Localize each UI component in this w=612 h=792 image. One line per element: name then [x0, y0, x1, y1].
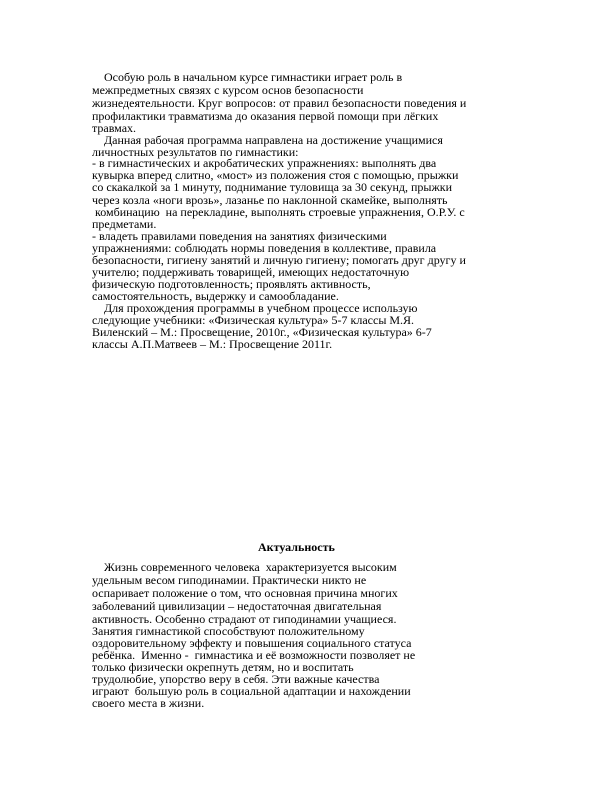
text-line: со скакалкой за 1 минуту, поднимание туловища за 30 секунд, прыжки	[92, 180, 453, 194]
text-line: комбинацию на перекладине, выполнять строевые упражнения, О.Р.У. с	[92, 205, 465, 219]
text-line: жизнедеятельности. Круг вопросов: от правил безопасности поведения и	[92, 96, 467, 110]
text-line: безопасности, гигиену занятий и личную гигиену; помогать друг другу и	[92, 253, 466, 267]
text-line: физическую подготовленность; проявлять активность,	[92, 277, 371, 291]
text-line: профилактики травматизма до оказания первой помощи при лёгких	[92, 109, 439, 123]
text-line: Для прохождения программы в учебном процессе использую	[92, 301, 418, 315]
text-line: удельным весом гиподинамии. Практически никто не	[92, 573, 367, 587]
text-line: через козла «ноги врозь», лазанье по наклонной скамейке, выполнять	[92, 193, 448, 207]
text-line: личностных результатов по гимнастики:	[92, 145, 299, 159]
text-line: учителю; поддерживать товарищей, имеющих недостаточную	[92, 265, 410, 279]
text-line: межпредметных связях с курсом основ безопасности	[92, 83, 364, 97]
text-line: самостоятельность, выдержку и самообладание.	[92, 289, 339, 303]
text-line: своего места в жизни.	[92, 696, 205, 710]
text-line: - владеть правилами поведения на занятиях физическими	[92, 229, 387, 243]
text-line: травмах.	[92, 121, 137, 135]
text-line: Жизнь современного человека характеризуется высоким	[92, 560, 397, 574]
text-line: предметами.	[92, 217, 157, 231]
text-line: классы А.П.Матвеев – М.: Просвещение 2011г.	[92, 337, 333, 351]
text-line: только физически окрепнуть детям, но и воспитать	[92, 660, 354, 674]
text-line: кувырка вперед слитно, «мост» из положения стоя с помощью, прыжки	[92, 168, 459, 182]
text-line: играют большую роль в социальной адаптации и нахождении	[92, 684, 411, 698]
text-line: упражнениями: соблюдать нормы поведения в коллективе, правила	[92, 241, 437, 255]
text-line: активность. Особенно страдают от гиподинамии учащиеся.	[92, 612, 397, 626]
text-line: Особую роль в начальном курсе гимнастики играет роль в	[92, 70, 403, 84]
text-line: - в гимнастических и акробатических упражнениях: выполнять два	[92, 156, 437, 170]
text-line: трудолюбие, упорство веру в себя. Эти важные качества	[92, 672, 380, 686]
text-line: следующие учебники: «Физическая культура» 5-7 классы М.Я.	[92, 313, 415, 327]
text-line: Данная рабочая программа направлена на достижение учащимися	[92, 133, 443, 147]
text-line: ребёнка. Именно - гимнастика и её возможности позволяет не	[92, 648, 416, 662]
text-line: оспаривает положение о том, что основная причина многих	[92, 586, 398, 600]
text-line: Виленский – М.: Просвещение, 2010г., «Физическая культура» 6-7	[92, 325, 432, 339]
section-heading: Актуальность	[258, 540, 335, 554]
text-line: оздоровительному эффекту и повышения социального статуса	[92, 636, 412, 650]
text-line: Занятия гимнастикой способствуют положительному	[92, 624, 365, 638]
text-line: заболеваний цивилизации – недостаточная двигательная	[92, 599, 382, 613]
